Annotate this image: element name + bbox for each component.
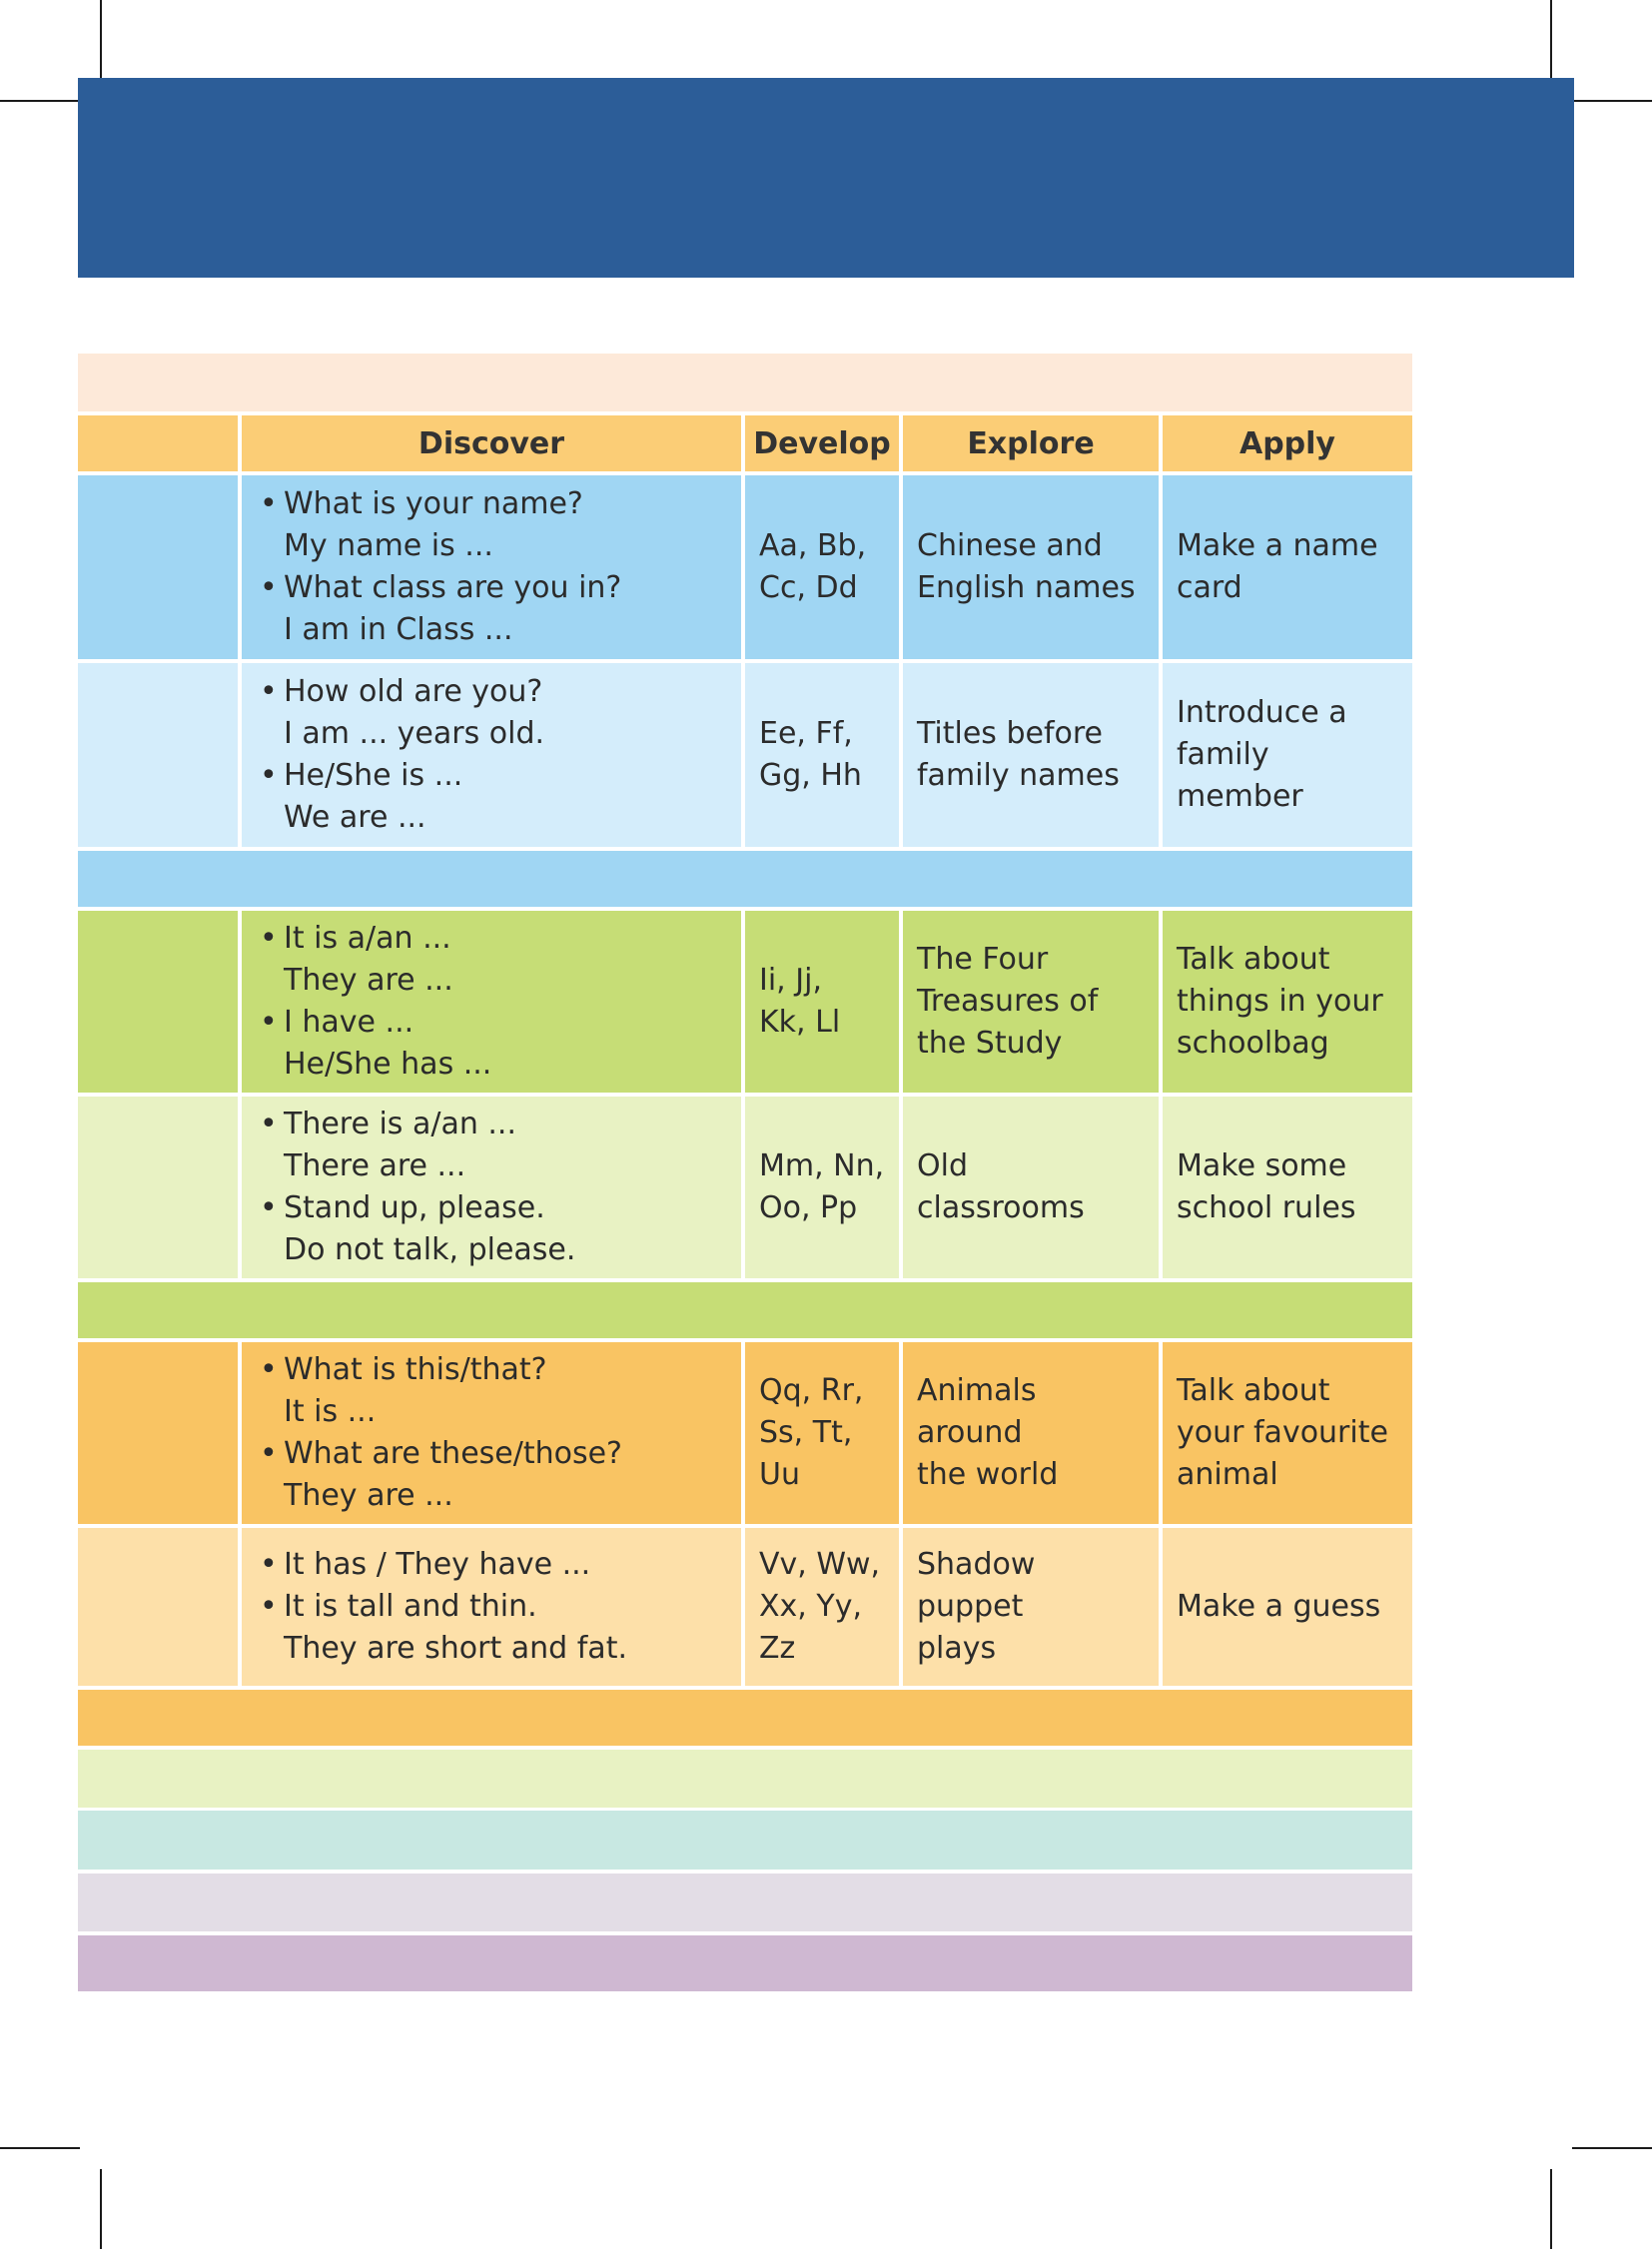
- bullet-icon: •: [260, 1436, 278, 1471]
- develop-line: Aa, Bb,: [759, 528, 867, 563]
- discover-text: It has / They have ...: [284, 1547, 591, 1582]
- crop-mark: [0, 100, 80, 102]
- unit-band-green: [78, 1282, 1412, 1338]
- row-label-cell: [78, 1528, 238, 1686]
- develop-lines: [759, 525, 866, 609]
- row-label-cell: [78, 1097, 238, 1278]
- explore-cell: [903, 663, 1159, 847]
- discover-text: What is your name?: [284, 486, 583, 521]
- discover-line: [260, 1391, 622, 1433]
- discover-line: [260, 567, 621, 609]
- discover-cell: [242, 475, 741, 659]
- discover-text: My name is ...: [284, 528, 493, 563]
- apply-lines: [1177, 1370, 1388, 1496]
- develop-line: Qq, Rr,: [759, 1373, 864, 1408]
- title-band: [78, 354, 1412, 411]
- apply-line: Talk about: [1177, 942, 1330, 977]
- bullet-icon: •: [260, 1547, 278, 1582]
- apply-cell: [1163, 1097, 1412, 1278]
- discover-line: [260, 525, 621, 567]
- apply-lines: [1177, 939, 1383, 1065]
- develop-line: Kk, Ll: [759, 1005, 841, 1040]
- unit-band-blue: [78, 851, 1412, 907]
- apply-line: Make a guess: [1177, 1589, 1381, 1624]
- develop-lines: [759, 960, 840, 1044]
- develop-cell: [745, 911, 899, 1093]
- apply-line: your favourite: [1177, 1415, 1388, 1450]
- discover-lines: [260, 918, 491, 1086]
- explore-line: Old classrooms: [917, 1148, 1085, 1225]
- bullet-icon: •: [260, 1005, 278, 1040]
- bullet-icon: •: [260, 758, 278, 793]
- discover-line: [260, 1187, 575, 1229]
- explore-cell: [903, 1342, 1159, 1524]
- develop-cell: [745, 663, 899, 847]
- discover-text: He/She is ...: [284, 758, 463, 793]
- apply-lines: [1177, 1145, 1356, 1229]
- discover-text: There are ...: [284, 1148, 466, 1183]
- apply-line: things in your: [1177, 984, 1383, 1019]
- discover-line: [260, 960, 491, 1002]
- explore-line: plays: [917, 1631, 997, 1666]
- discover-text: What is this/that?: [284, 1352, 547, 1387]
- apply-line: animal: [1177, 1457, 1278, 1492]
- develop-cell: [745, 1342, 899, 1524]
- row-label-cell: [78, 663, 238, 847]
- develop-line: Xx, Yy,: [759, 1589, 862, 1624]
- develop-line: Vv, Ww,: [759, 1547, 881, 1582]
- develop-line: Mm, Nn,: [759, 1148, 885, 1183]
- develop-line: Oo, Pp: [759, 1190, 858, 1225]
- row-label-cell: [78, 475, 238, 659]
- unit-band-6: [78, 1874, 1412, 1931]
- bullet-icon: •: [260, 1107, 278, 1141]
- develop-line: Ss, Tt,: [759, 1415, 853, 1450]
- discover-lines: [260, 1544, 627, 1670]
- discover-cell: [242, 911, 741, 1093]
- discover-lines: [260, 1104, 575, 1271]
- apply-lines: [1177, 692, 1398, 818]
- header-develop: Develop: [745, 415, 899, 471]
- discover-text: I am in Class ...: [284, 612, 513, 647]
- bullet-icon: •: [260, 674, 278, 709]
- explore-cell: [903, 1528, 1159, 1686]
- discover-lines: [260, 671, 544, 839]
- discover-text: What are these/those?: [284, 1436, 622, 1471]
- apply-lines: [1177, 525, 1378, 609]
- discover-text: How old are you?: [284, 674, 543, 709]
- apply-cell: [1163, 1528, 1412, 1686]
- crop-mark: [1572, 2147, 1652, 2149]
- apply-line: school rules: [1177, 1190, 1356, 1225]
- unit-band-4: [78, 1750, 1412, 1808]
- discover-line: [260, 1433, 622, 1475]
- discover-line: [260, 1475, 622, 1517]
- discover-line: [260, 1104, 575, 1145]
- discover-line: [260, 1044, 491, 1086]
- explore-lines: [917, 1145, 1145, 1229]
- explore-cell: [903, 475, 1159, 659]
- develop-line: Ee, Ff,: [759, 716, 853, 751]
- explore-lines: [917, 1370, 1145, 1496]
- develop-line: Uu: [759, 1457, 800, 1492]
- discover-text: There is a/an ...: [284, 1107, 516, 1141]
- apply-line: family member: [1177, 737, 1303, 814]
- discover-text: It is tall and thin.: [284, 1589, 537, 1624]
- bullet-icon: •: [260, 486, 278, 521]
- discover-line: [260, 1145, 575, 1187]
- bullet-icon: •: [260, 1190, 278, 1225]
- develop-line: Zz: [759, 1631, 796, 1666]
- crop-mark: [100, 2169, 102, 2249]
- discover-cell: [242, 1097, 741, 1278]
- discover-line: [260, 1002, 491, 1044]
- explore-line: The Four: [917, 942, 1049, 977]
- discover-text: What class are you in?: [284, 570, 622, 605]
- develop-lines: [759, 1544, 880, 1670]
- crop-mark: [0, 2147, 80, 2149]
- apply-cell: [1163, 1342, 1412, 1524]
- develop-cell: [745, 1097, 899, 1278]
- discover-line: [260, 483, 621, 525]
- header-cell-blank: [78, 415, 238, 471]
- discover-line: [260, 797, 544, 839]
- apply-line: Talk about: [1177, 1373, 1330, 1408]
- discover-line: [260, 609, 621, 651]
- develop-lines: [759, 1370, 863, 1496]
- apply-lines: [1177, 1586, 1380, 1628]
- apply-cell: [1163, 475, 1412, 659]
- explore-line: family names: [917, 758, 1120, 793]
- crop-mark: [1550, 2169, 1552, 2249]
- discover-lines: [260, 483, 621, 651]
- discover-line: [260, 1349, 622, 1391]
- discover-line: [260, 713, 544, 755]
- header-discover: Discover: [242, 415, 741, 471]
- bullet-icon: •: [260, 570, 278, 605]
- discover-line: [260, 671, 544, 713]
- explore-line: the world: [917, 1457, 1059, 1492]
- bullet-icon: •: [260, 1589, 278, 1624]
- row-label-cell: [78, 1342, 238, 1524]
- discover-text: They are ...: [284, 963, 453, 998]
- discover-text: It is a/an ...: [284, 921, 451, 956]
- develop-line: Gg, Hh: [759, 758, 862, 793]
- discover-text: They are ...: [284, 1478, 453, 1513]
- explore-lines: [917, 713, 1120, 797]
- apply-cell: [1163, 663, 1412, 847]
- apply-line: Introduce a: [1177, 695, 1347, 730]
- explore-line: Chinese and: [917, 528, 1103, 563]
- discover-cell: [242, 1528, 741, 1686]
- crop-mark: [1550, 0, 1552, 80]
- discover-text: I have ...: [284, 1005, 414, 1040]
- unit-band-5: [78, 1811, 1412, 1870]
- discover-text: He/She has ...: [284, 1047, 492, 1082]
- develop-cell: [745, 475, 899, 659]
- discover-text: We are ...: [284, 800, 426, 835]
- discover-line: [260, 1544, 627, 1586]
- apply-line: Make some: [1177, 1148, 1347, 1183]
- discover-text: Stand up, please.: [284, 1190, 545, 1225]
- apply-line: card: [1177, 570, 1242, 605]
- explore-cell: [903, 911, 1159, 1093]
- discover-text: It is ...: [284, 1394, 377, 1429]
- discover-line: [260, 918, 491, 960]
- unit-band-orange: [78, 1690, 1412, 1746]
- header-explore: Explore: [903, 415, 1159, 471]
- explore-line: Shadow puppet: [917, 1547, 1036, 1624]
- discover-line: [260, 755, 544, 797]
- header-banner: [78, 78, 1574, 278]
- discover-text: Do not talk, please.: [284, 1232, 576, 1267]
- apply-cell: [1163, 911, 1412, 1093]
- explore-line: Titles before: [917, 716, 1104, 751]
- explore-lines: [917, 1544, 1145, 1670]
- apply-line: Make a name: [1177, 528, 1378, 563]
- crop-mark: [100, 0, 102, 80]
- discover-line: [260, 1628, 627, 1670]
- bullet-icon: •: [260, 921, 278, 956]
- discover-lines: [260, 1349, 622, 1517]
- header-apply: Apply: [1163, 415, 1412, 471]
- discover-cell: [242, 1342, 741, 1524]
- row-label-cell: [78, 911, 238, 1093]
- discover-text: I am ... years old.: [284, 716, 545, 751]
- explore-line: the Study: [917, 1026, 1063, 1061]
- develop-line: Ii, Jj,: [759, 963, 822, 998]
- apply-line: schoolbag: [1177, 1026, 1329, 1061]
- explore-lines: [917, 939, 1098, 1065]
- explore-line: Treasures of: [917, 984, 1099, 1019]
- discover-text: They are short and fat.: [284, 1631, 627, 1666]
- unit-band-7: [78, 1935, 1412, 1991]
- explore-line: English names: [917, 570, 1136, 605]
- explore-line: Animals around: [917, 1373, 1037, 1450]
- bullet-icon: •: [260, 1352, 278, 1387]
- crop-mark: [1572, 100, 1652, 102]
- explore-lines: [917, 525, 1136, 609]
- develop-lines: [759, 713, 862, 797]
- develop-cell: [745, 1528, 899, 1686]
- discover-cell: [242, 663, 741, 847]
- discover-line: [260, 1586, 627, 1628]
- develop-line: Cc, Dd: [759, 570, 858, 605]
- develop-lines: [759, 1145, 884, 1229]
- discover-line: [260, 1229, 575, 1271]
- explore-cell: [903, 1097, 1159, 1278]
